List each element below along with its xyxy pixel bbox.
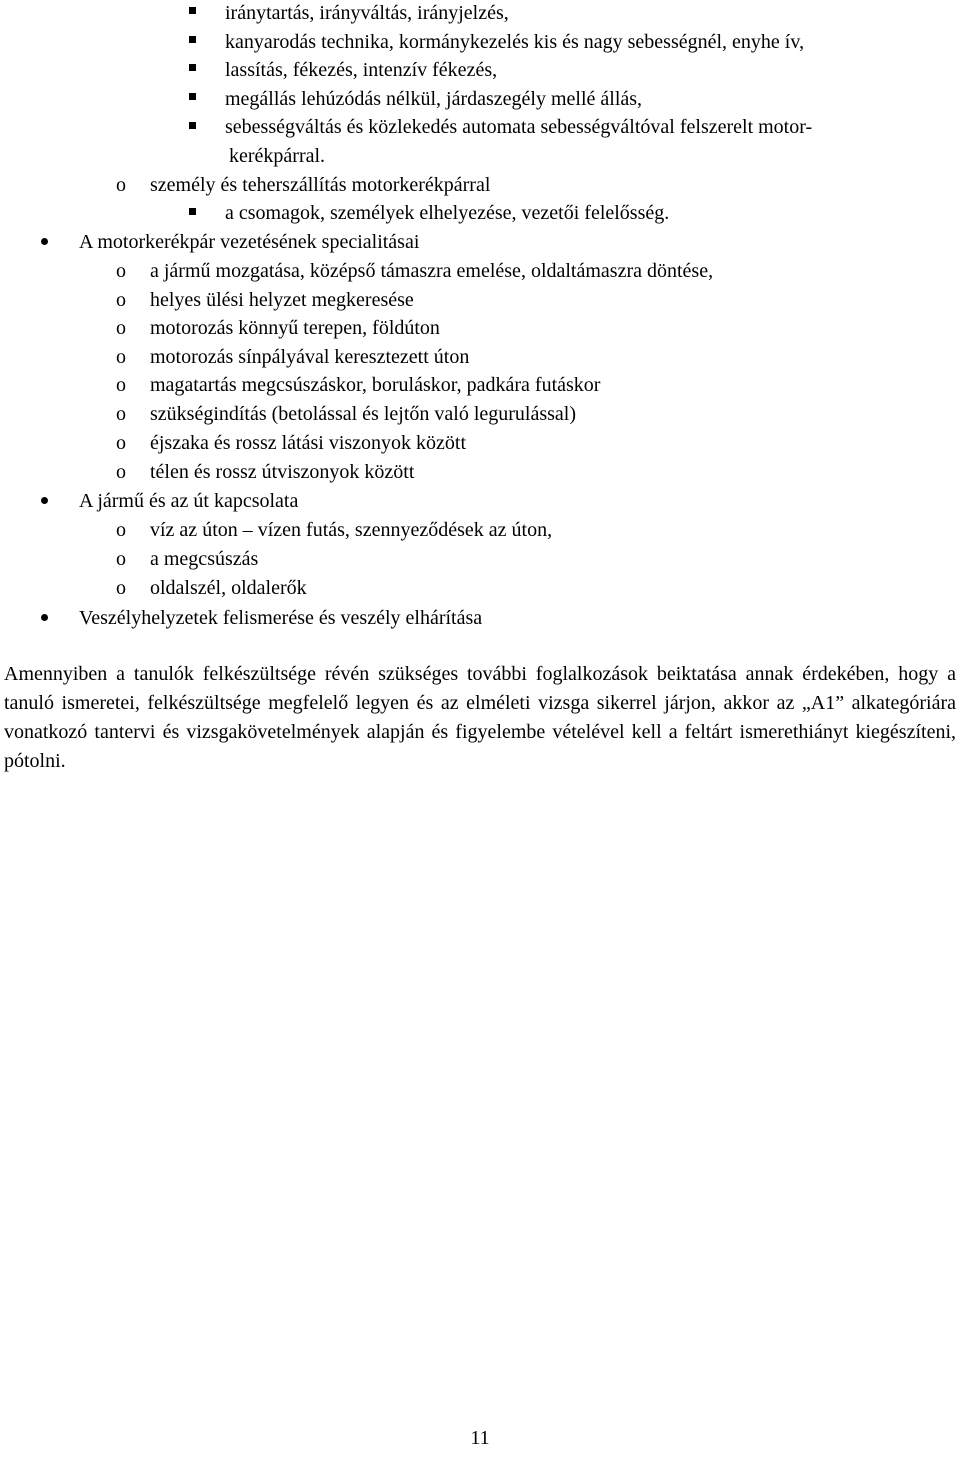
circle-bullet-icon: o	[116, 260, 126, 282]
circle-bullet-icon: o	[116, 432, 126, 454]
list-item-continuation: kerékpárral.	[229, 145, 326, 167]
circle-bullet-icon: o	[116, 374, 126, 396]
body-paragraph: Amennyiben a tanulók felkészültsége révén szükséges további foglalkozások beiktatása annak érdekében, hogy a tanuló ismeretei, felkészültsége megfelelő legyen és az elméleti vizsga sikerrel járjon, akkor az „A1” alkategóriára vonatkozó tantervi és vizsgakövetelmények alapján és figyelembe vételével kell a feltárt ismerethiányt kiegészíteni, pótolni.	[4, 663, 956, 772]
square-bullet-icon	[189, 7, 196, 14]
list-item: helyes ülési helyzet megkeresése	[150, 289, 414, 311]
circle-bullet-icon: o	[116, 548, 126, 570]
circle-bullet-icon: o	[116, 346, 126, 368]
list-item: télen és rossz útviszonyok között	[150, 461, 415, 483]
list-item: oldalszél, oldalerők	[150, 577, 307, 599]
list-item: motorozás sínpályával keresztezett úton	[150, 346, 470, 368]
list-item: személy és teherszállítás motorkerékpárral	[150, 174, 491, 196]
list-item: a csomagok, személyek elhelyezése, vezetői felelősség.	[225, 202, 670, 224]
square-bullet-icon	[189, 208, 196, 215]
list-item: megállás lehúzódás nélkül, járdaszegély mellé állás,	[225, 88, 643, 110]
disc-bullet-icon	[41, 238, 48, 245]
circle-bullet-icon: o	[116, 403, 126, 425]
page-number: 11	[470, 1427, 490, 1449]
circle-bullet-icon: o	[116, 317, 126, 339]
square-bullet-icon	[189, 122, 196, 129]
circle-bullet-icon: o	[116, 577, 126, 599]
disc-bullet-icon	[41, 614, 48, 621]
list-item: szükségindítás (betolással és lejtőn való legurulással)	[150, 403, 577, 425]
list-item: víz az úton – vízen futás, szennyeződések az úton,	[150, 519, 553, 541]
section-title: Veszélyhelyzetek felismerése és veszély elhárítása	[79, 607, 483, 629]
circle-bullet-icon: o	[116, 289, 126, 311]
list-item: a megcsúszás	[150, 548, 259, 570]
disc-bullet-icon	[41, 497, 48, 504]
section-title: A jármű és az út kapcsolata	[79, 490, 299, 512]
list-item: iránytartás, irányváltás, irányjelzés,	[225, 2, 509, 24]
square-bullet-icon	[189, 93, 196, 100]
list-item: magatartás megcsúszáskor, boruláskor, padkára futáskor	[150, 374, 601, 396]
circle-bullet-icon: o	[116, 174, 126, 196]
list-item: sebességváltás és közlekedés automata sebességváltóval felszerelt motor-	[225, 116, 813, 138]
square-bullet-icon	[189, 36, 196, 43]
circle-bullet-icon: o	[116, 461, 126, 483]
list-item: éjszaka és rossz látási viszonyok között	[150, 432, 467, 454]
list-item: motorozás könnyű terepen, földúton	[150, 317, 440, 339]
square-bullet-icon	[189, 64, 196, 71]
circle-bullet-icon: o	[116, 519, 126, 541]
list-item: lassítás, fékezés, intenzív fékezés,	[225, 59, 498, 81]
list-item: a jármű mozgatása, középső támaszra emelése, oldaltámaszra döntése,	[150, 260, 714, 282]
section-title: A motorkerékpár vezetésének specialitásai	[79, 231, 420, 253]
list-item: kanyarodás technika, kormánykezelés kis és nagy sebességnél, enyhe ív,	[225, 31, 805, 53]
